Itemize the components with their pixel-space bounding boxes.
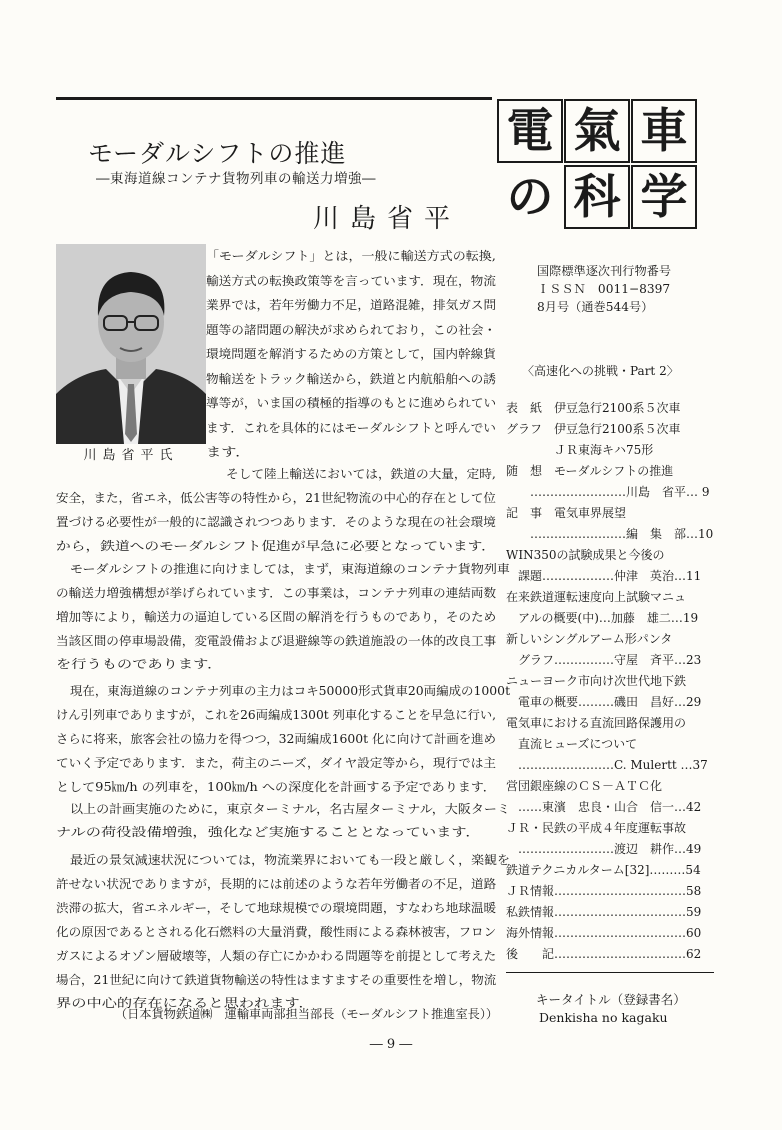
key-title-label: キータイトル（登録書名） [536, 992, 686, 1007]
body-text-line: 化の原因であるとされる化石燃料の大量消費，酸性雨による森林被害，フロン [56, 925, 497, 939]
body-text-line: 最近の景気減速状況については，物流業界においても一段と厳しく，楽観を [70, 853, 510, 867]
photo-caption: 川島省平氏 [83, 448, 179, 463]
toc-entry: 営団銀座線のＣＳ－ＡＴＣ化 [506, 779, 663, 793]
toc-entry: グラフ 伊豆急行2100系５次車 [506, 422, 681, 436]
issn-line: 8月号（通巻544号） [537, 300, 654, 314]
body-text-line: 業界では，若年労働力不足，道路混雑，排気ガス問 [206, 298, 497, 312]
toc-entry: 記 事 電気車界展望 [506, 506, 627, 520]
body-text-line: から，鉄道へのモーダルシフト促進が早急に必要となっています． [56, 539, 496, 553]
body-text-line: ガスによるオゾン層破壊等，人類の存亡にかかわる問題等を前提として考えた [56, 949, 497, 963]
toc-entry: 新しいシングルアーム形パンタ [506, 632, 673, 646]
article-subtitle: ―東海道線コンテナ貨物列車の輸送力増強― [96, 171, 376, 187]
logo-char: 氣 [564, 99, 630, 163]
page-number: ― 9 ― [369, 1037, 413, 1052]
logo-char: 科 [564, 165, 630, 229]
body-text-line: を行うものであります． [56, 657, 223, 671]
toc-entry: ＪＲ・民鉄の平成４年度運転事故 [506, 821, 687, 835]
body-text-line: 増加等により，輸送力の逼迫している区間の解消を行うものであり，そのため [56, 610, 497, 624]
table-of-contents [506, 398, 714, 965]
body-text-line: 物輸送をトラック輸送から，鉄道と内航船舶への誘 [206, 371, 496, 386]
toc-entry: 後 記……………………………62 [506, 947, 702, 961]
toc-entry: アルの概要(中)…加藤 雄二…19 [506, 611, 699, 625]
toc-entry: 海外情報……………………………60 [506, 926, 702, 940]
body-text-line: さらに将来，旅客会社の協力を得つつ，32両編成1600t 化に向けて計画を進め [56, 732, 496, 746]
body-text-line: 以上の計画実施のために，東京ターミナル，名古屋ターミナル，大阪ターミ [70, 802, 510, 816]
toc-entry: 私鉄情報……………………………59 [506, 905, 702, 919]
toc-entry: 鉄道テクニカルターム[32]………54 [506, 863, 701, 877]
toc-entry: ニューヨーク市向け次世代地下鉄 [506, 674, 687, 688]
body-text-line: 置づける必要性が一般的に認識されつつあります．そのような現在の社会環境 [56, 515, 496, 529]
toc-entry: 表 紙 伊豆急行2100系５次車 [506, 401, 681, 415]
body-text-line: として95㎞/h の列車を，100㎞/h への深度化を計画する予定であります． [56, 780, 496, 794]
toc-entry: ……………………渡辺 耕作…49 [506, 842, 702, 856]
header-rule [56, 97, 492, 100]
body-text-line: ていく予定であります．また，荷主のニーズ，ダイヤ設定等から，現行では主 [56, 756, 496, 770]
logo-char: 電 [497, 99, 563, 163]
toc-entry: ……………………川島 省平… 9 [506, 485, 710, 499]
key-title-roman: Denkisha no kagaku [539, 1010, 668, 1025]
body-text-line: 導等が，いま国の積極的指導のもとに進められてい [206, 396, 497, 410]
toc-entry: ……………………編 集 部…10 [506, 527, 714, 541]
issn-line: 国際標準逐次刊行物番号 [537, 264, 672, 278]
body-text-line: 安全，また，省エネ，低公害等の特性から，21世紀物流の中心的存在として位 [56, 491, 496, 505]
article-author: 川島省平 [313, 204, 462, 234]
toc-entry: 電車の概要………磯田 昌好…29 [506, 695, 702, 709]
toc-entry: 電気車における直流回路保護用の [506, 716, 687, 730]
logo-char: 学 [631, 165, 697, 229]
author-photo [56, 244, 206, 444]
toc-heading: 〈高速化への挑戦・Part 2〉 [522, 364, 679, 378]
toc-entry: ＪＲ東海キハ75形 [506, 443, 654, 457]
issn-line: ＩＳＳＮ 0011−8397 [537, 282, 671, 296]
body-text-line: 環境問題を解消するための方策として，国内幹線貨 [206, 347, 496, 361]
body-text-line: けん引列車でありますが，これを26両編成1300t 列車化することを早急に行い, [56, 708, 497, 722]
toc-entry: 課題………………仲津 英治…11 [506, 569, 702, 583]
body-text-line: 当該区間の停車場設備，変電設備および退避線等の鉄道施設の一体的改良工事 [56, 634, 497, 648]
body-text-line: 現在，東海道線のコンテナ列車の主力はコキ50000形式貨車20両編成の1000t [70, 684, 511, 698]
body-text-line: 「モーダルシフト」とは，一般に輸送方式の転換, [206, 249, 496, 263]
body-text-line: ナルの荷役設備増強，強化など実施することとなっています． [56, 825, 481, 839]
author-portrait-image [56, 244, 206, 444]
toc-entry: ……東濱 忠良・山合 信一…42 [506, 800, 702, 814]
logo-char: 車 [631, 99, 697, 163]
toc-entry: WIN350の試験成果と今後の [506, 548, 665, 562]
toc-entry: 随 想 モーダルシフトの推進 [506, 464, 674, 478]
body-text-line: ます． [206, 445, 251, 459]
toc-rule [506, 972, 714, 973]
author-affiliation: （日本貨物鉄道㈱ 運輸車両部担当部長（モーダルシフト推進室長）） [115, 1007, 499, 1021]
body-text-line: ます．これを具体的にはモーダルシフトと呼んでい [206, 420, 496, 435]
toc-entry: ＪＲ情報……………………………58 [506, 884, 702, 898]
body-text-line: 題等の諸問題の解決が求められており，この社会・ [206, 322, 497, 337]
body-text-line: 場合，21世紀に向けて鉄道貨物輸送の特性はますますその重要性を増し，物流 [56, 973, 497, 987]
issn-block [537, 262, 671, 316]
body-text-line: 界の中心的存在になると思われます． [56, 996, 314, 1010]
article-title: モーダルシフトの推進 [88, 139, 347, 168]
body-text-line: そして陸上輸送においては，鉄道の大量，定時, [226, 467, 496, 481]
body-text-line: モーダルシフトの推進に向けましては，まず，東海道線のコンテナ貨物列車 [70, 562, 510, 576]
body-text-line: 輸送方式の転換政策等を言っています．現在，物流 [206, 273, 496, 288]
logo-char: の [506, 169, 554, 225]
toc-entry: 直流ヒューズについて [506, 737, 638, 751]
toc-entry: ……………………C. Mulertt …37 [506, 758, 708, 772]
body-text-line: 許せない状況でありますが，長期的には前述のような若年労働者の不足，道路 [56, 877, 497, 891]
body-text-line: 渋滞の拡大，省エネルギー，そして地球規模での環境問題，すなわち地球温暖 [56, 901, 497, 915]
magazine-logo [497, 99, 699, 223]
body-text-line: の輸送力増強構想が挙げられています．この事業は，コンテナ列車の連結両数 [56, 586, 497, 600]
toc-entry: 在来鉄道運転速度向上試験マニュ [506, 590, 687, 604]
toc-entry: グラフ……………守屋 斉平…23 [506, 653, 702, 667]
